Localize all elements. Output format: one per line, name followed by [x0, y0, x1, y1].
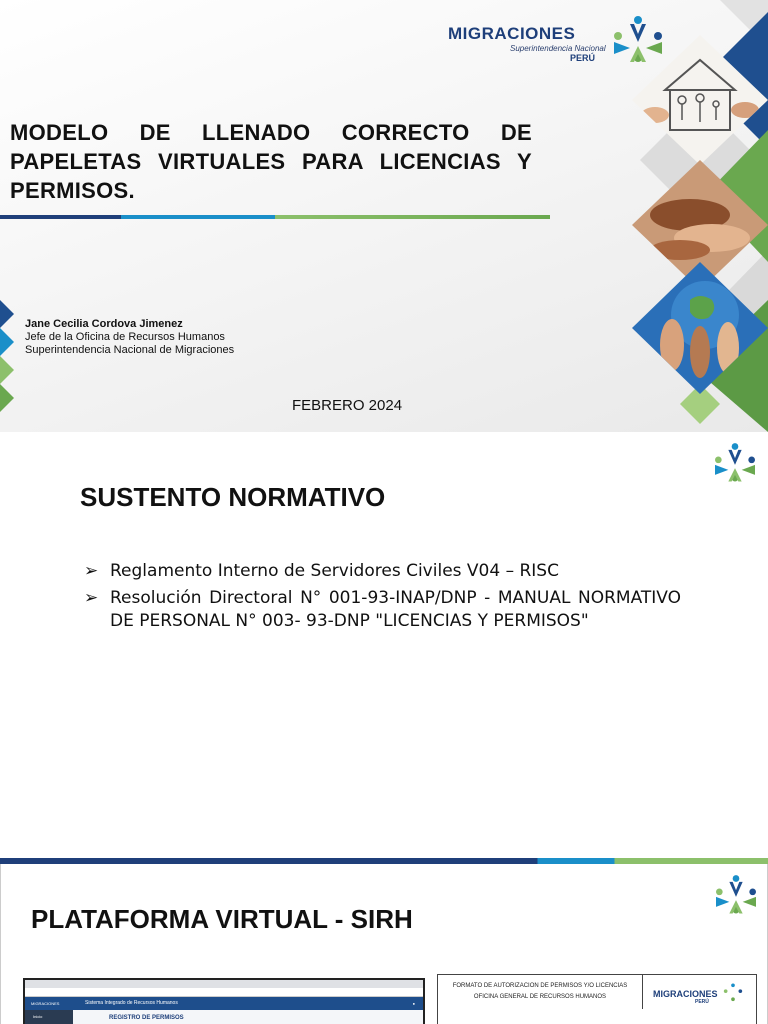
legal-basis-slide	[0, 432, 768, 858]
sirh-sidebar	[25, 1010, 73, 1024]
sidebar-item-inicio: Inicio	[33, 1014, 43, 1019]
section-title: SUSTENTO NORMATIVO	[80, 482, 386, 512]
sirh-app-header	[25, 997, 423, 1010]
author-block	[25, 318, 234, 357]
authorization-form-preview	[437, 974, 757, 1024]
form-logo	[653, 983, 744, 1005]
form-logo-country: PERÚ	[695, 999, 709, 1005]
form-logo-wordmark: MIGRACIONES	[653, 989, 718, 1000]
sirh-app-logo: MIGRACIONES	[31, 1001, 60, 1006]
legal-basis-list	[84, 560, 681, 637]
migraciones-logo	[448, 14, 678, 70]
list-item	[84, 587, 681, 633]
left-arrow-green	[0, 356, 14, 384]
logo-subtitle: Superintendencia Nacional	[510, 44, 606, 53]
left-arrow-green	[0, 384, 14, 412]
author-name: Jane Cecilia Cordova Jimenez	[25, 318, 183, 330]
migraciones-logo-icon	[722, 983, 744, 1003]
sirh-screenshot	[23, 978, 425, 1024]
form-title: FORMATO DE AUTORIZACION DE PERMISOS Y/O LICENCIAS	[452, 983, 628, 989]
title-slide	[0, 0, 768, 432]
presentation-title: MODELO DE LLENADO CORRECTO DE PAPELETAS VIRTUALES PARA LICENCIAS Y PERMISOS.	[10, 120, 532, 203]
browser-tab-bar	[25, 980, 423, 988]
bullet-arrow-icon: ➢	[84, 561, 99, 581]
sirh-app	[25, 997, 423, 1024]
bullet-arrow-icon: ➢	[84, 588, 99, 608]
list-item-text: Reglamento Interno de Servidores Civiles V04 – RISC	[110, 561, 559, 581]
logo-wordmark: MIGRACIONES	[448, 24, 576, 43]
user-avatar: ●	[412, 1001, 415, 1006]
section-title: PLATAFORMA VIRTUAL - SIRH	[31, 904, 413, 934]
presentation-date: FEBRERO 2024	[292, 397, 403, 414]
title-underline	[0, 215, 550, 219]
left-arrow-navy	[0, 300, 14, 328]
form-office: OFICINA GENERAL DE RECURSOS HUMANOS	[473, 994, 607, 1000]
left-arrow-blue	[0, 328, 14, 356]
list-item-text: Resolución Directoral N° 001-93-INAP/DNP - MANUAL NORMATIVO DE PERSONAL N° 003- 93-DNP "LICENCIAS Y PERMISOS"	[110, 588, 681, 631]
browser-address-bar	[25, 988, 423, 997]
migraciones-logo-icon	[710, 440, 760, 488]
registro-permisos-heading: REGISTRO DE PERMISOS	[109, 1015, 184, 1021]
form-header	[438, 975, 643, 1009]
author-role: Jefe de la Oficina de Recursos Humanos	[25, 331, 225, 343]
logo-country: PERÚ	[570, 53, 596, 63]
migraciones-logo-icon	[608, 14, 668, 68]
list-item	[84, 560, 681, 583]
author-organization: Superintendencia Nacional de Migraciones	[25, 344, 235, 356]
sirh-app-title: Sistema Integrado de Recursos Humanos	[85, 1000, 178, 1006]
platform-slide	[0, 864, 768, 1024]
migraciones-logo-icon	[711, 872, 761, 920]
